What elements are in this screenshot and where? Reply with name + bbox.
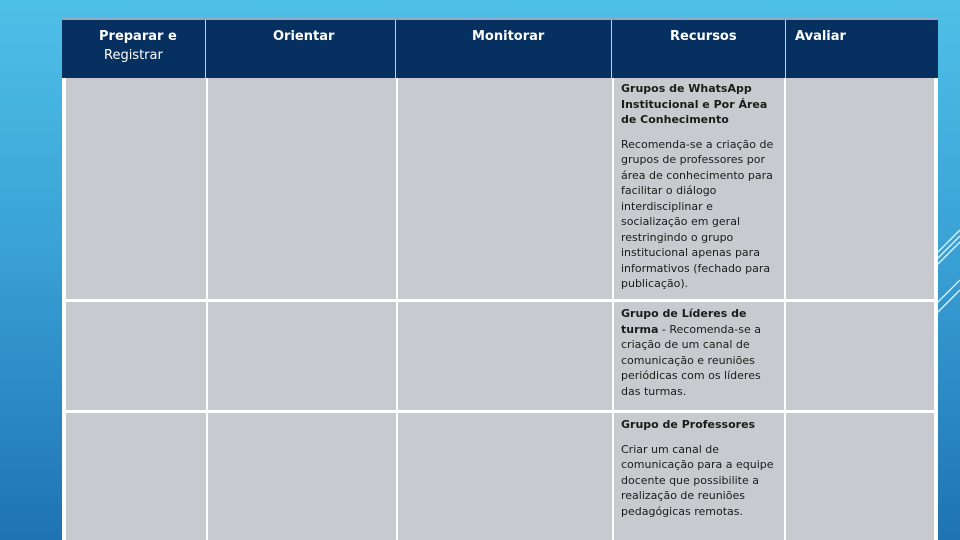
header-orientar (206, 20, 396, 78)
header-label-line1: Preparar e (99, 29, 177, 44)
header-label: Recursos (670, 29, 737, 44)
header-monitorar (396, 20, 612, 78)
cell-empty (208, 413, 396, 540)
cell-empty (398, 413, 612, 540)
table-row (66, 413, 934, 540)
resource-title: Grupo de Professores (621, 418, 756, 431)
resource-body: - Recomenda-se a criação de um canal de comunicação e reuniões periódicas com os líderes das turmas. (621, 322, 761, 398)
resource-text (621, 306, 781, 399)
header-label: Monitorar (472, 29, 545, 44)
cell-empty (66, 78, 206, 299)
header-label: Avaliar (795, 29, 846, 44)
cell-empty (398, 78, 612, 299)
cell-empty (66, 302, 206, 410)
cell-empty (786, 413, 934, 540)
resource-title: Grupos de WhatsApp Institucional e Por Área de Conhecimento (621, 82, 768, 126)
header-label-line2: Registrar (104, 48, 163, 63)
header-recursos (612, 20, 786, 78)
resource-body: Recomenda-se a criação de grupos de professores por área de conhecimento para facilitar o diálogo interdisciplinar e socialização em geral restringindo o grupo institucional apenas para informativos (fechado para publicação). (621, 137, 774, 290)
resource-text (621, 81, 781, 292)
header-label: Orientar (273, 29, 335, 44)
cell-empty (208, 78, 396, 299)
header-avaliar (786, 20, 938, 78)
table-header (62, 17, 938, 78)
cell-empty (786, 302, 934, 410)
resource-body: Criar um canal de comunicação para a equipe docente que possibilite a realização de reuniões pedagógicas remotas. (621, 442, 774, 518)
resource-title: Grupo de Líderes de turma (621, 307, 747, 336)
cell-empty (398, 302, 612, 410)
cell-empty (208, 302, 396, 410)
cell-empty (786, 78, 934, 299)
resource-text (621, 417, 781, 519)
plan-table (62, 17, 938, 540)
table-row (66, 302, 934, 410)
table-row (66, 78, 934, 299)
cell-empty (66, 413, 206, 540)
header-preparar-registrar (62, 20, 206, 78)
